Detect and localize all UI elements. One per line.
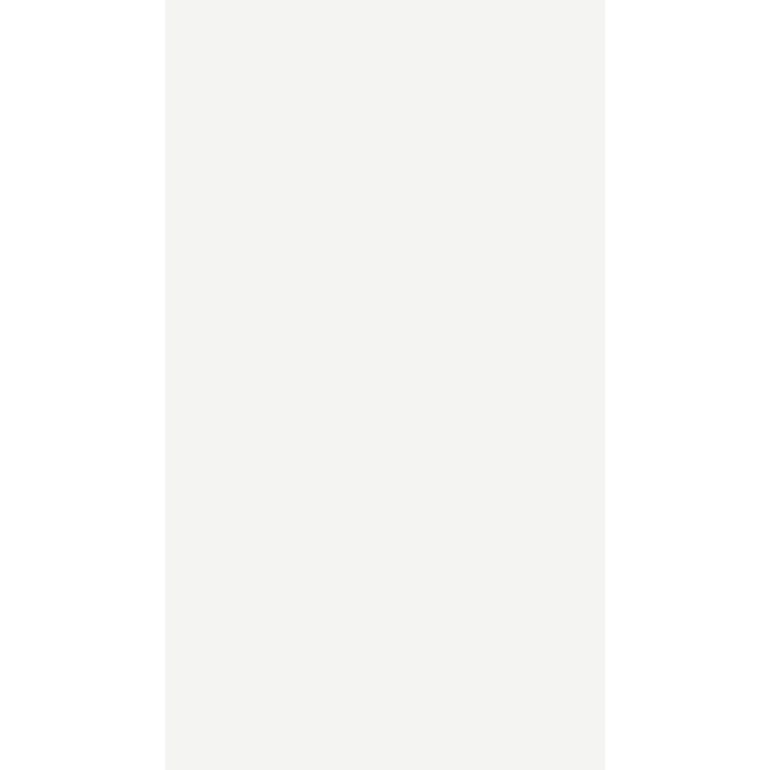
book-page [165,0,605,770]
table-of-contents [186,78,598,91]
